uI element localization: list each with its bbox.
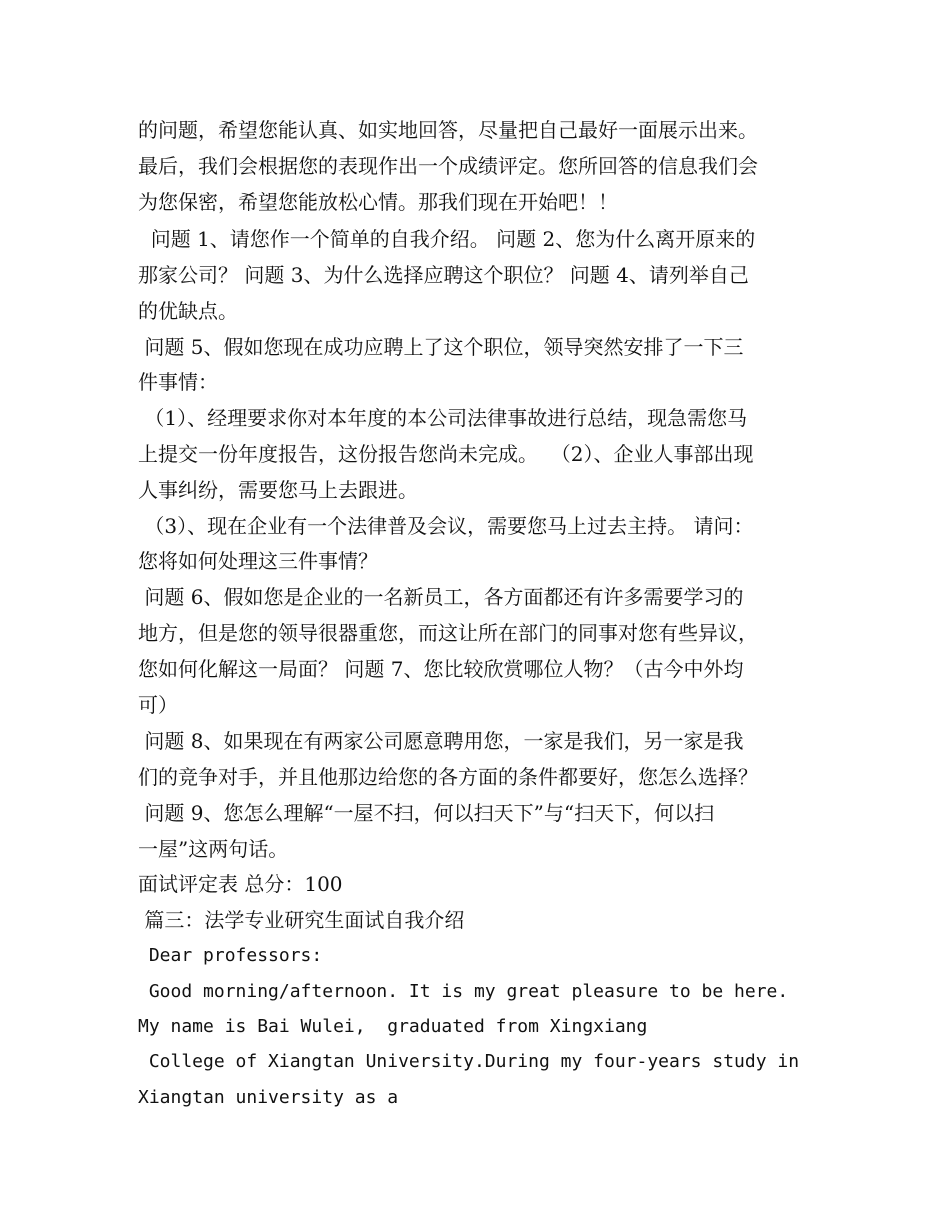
text-line-22: 面试评定表 总分：100 — [138, 872, 343, 896]
text-line-9: （1）、经理要求你对本年度的本公司法律事故进行总结，现急需您马 — [138, 406, 748, 430]
text-line-15: 地方，但是您的领导很器重您，而这让所在部门的同事对您有些异议， — [138, 621, 758, 645]
text-line-10: 上提交一份年度报告，这份报告您尚未完成。 （2）、企业人事部出现 — [138, 442, 754, 466]
text-line-8: 件事情： — [138, 370, 218, 394]
text-line-26: My name is Bai Wulei, graduated from Xingxiang — [138, 1016, 648, 1037]
text-line-28: Xiangtan university as a — [138, 1087, 399, 1108]
text-line-23: 篇三：法学专业研究生面试自我介绍 — [138, 908, 465, 932]
text-line-3: 为您保密，希望您能放松心情。那我们现在开始吧！！ — [138, 190, 618, 214]
text-line-1: 的问题，希望您能认真、如实地回答，尽量把自己最好一面展示出来。 — [138, 118, 758, 142]
text-line-17: 可） — [138, 693, 178, 717]
text-line-18: 问题 8、如果现在有两家公司愿意聘用您，一家是我们，另一家是我 — [138, 729, 744, 753]
text-line-21: 一屋”这两句话。 — [138, 837, 289, 861]
text-line-2: 最后，我们会根据您的表现作出一个成绩评定。您所回答的信息我们会 — [138, 154, 758, 178]
text-line-14: 问题 6、假如您是企业的一名新员工，各方面都还有许多需要学习的 — [138, 585, 744, 609]
text-line-12: （3）、现在企业有一个法律普及会议，需要您马上过去主持。 请问： — [138, 514, 754, 538]
text-line-20: 问题 9、您怎么理解“一屋不扫，何以扫天下”与“扫天下，何以扫 — [138, 801, 715, 825]
text-line-6: 的优缺点。 — [138, 299, 238, 323]
text-line-25: Good morning/afternoon. It is my great pleasure to be here. — [138, 981, 789, 1002]
text-line-7: 问题 5、假如您现在成功应聘上了这个职位，领导突然安排了一下三 — [138, 335, 744, 359]
text-line-19: 们的竞争对手，并且他那边给您的各方面的条件都要好，您怎么选择？ — [138, 765, 758, 789]
text-line-27: College of Xiangtan University.During my four-years study in — [138, 1051, 800, 1072]
text-line-24: Dear professors: — [138, 945, 323, 966]
text-line-16: 您如何化解这一局面？ 问题 7、您比较欣赏哪位人物？（古今中外均 — [138, 657, 744, 681]
text-line-4: 问题 1、请您作一个简单的自我介绍。 问题 2、您为什么离开原来的 — [138, 227, 756, 251]
text-line-13: 您将如何处理这三件事情？ — [138, 549, 378, 573]
text-line-5: 那家公司？ 问题 3、为什么选择应聘这个职位？ 问题 4、请列举自己 — [138, 263, 749, 287]
text-line-11: 人事纠纷，需要您马上去跟进。 — [138, 478, 418, 502]
